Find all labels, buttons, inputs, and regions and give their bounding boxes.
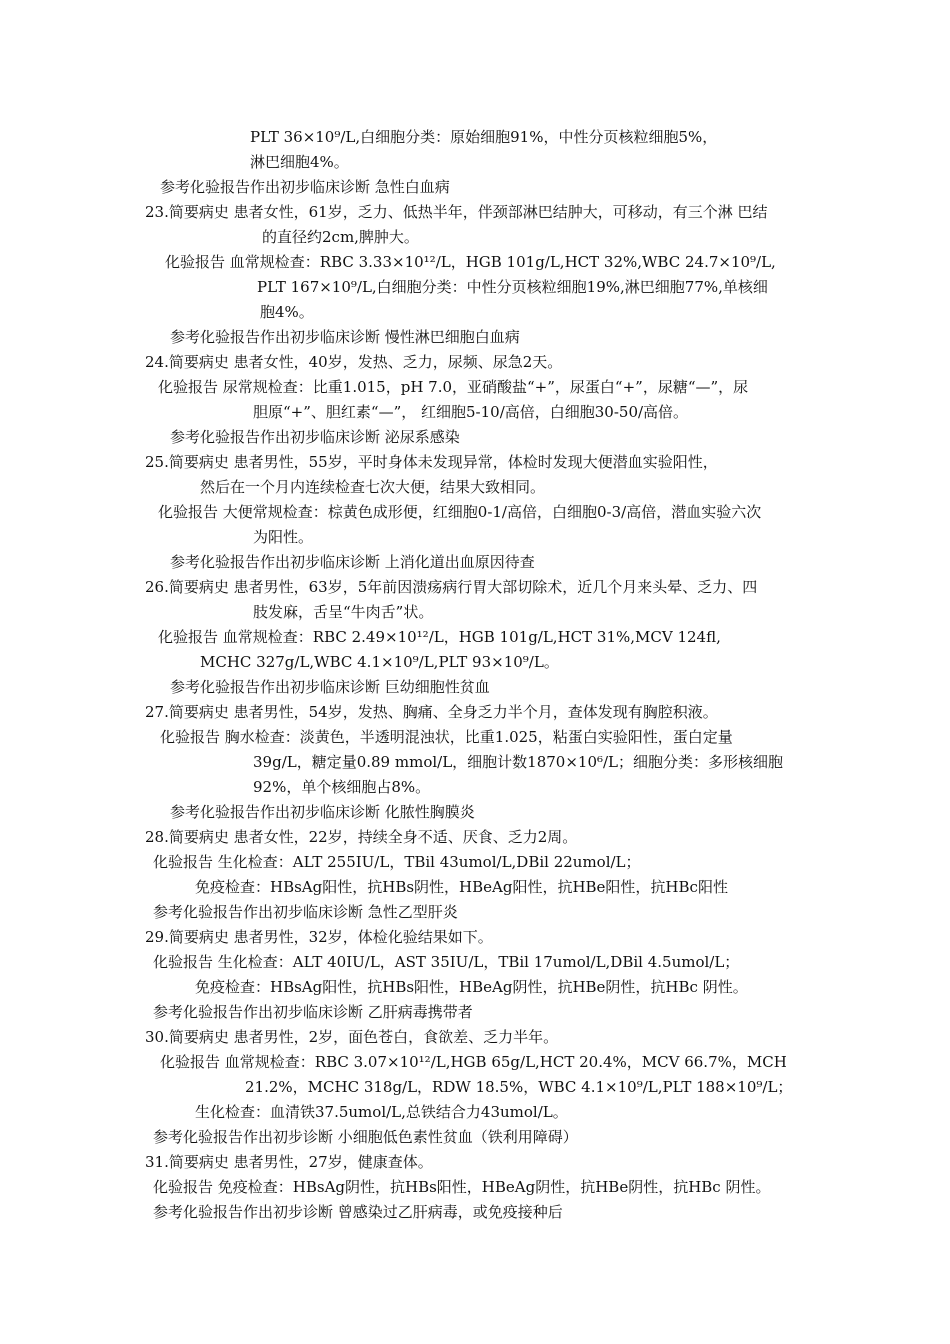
text-line: 参考化验报告作出初步临床诊断 乙肝病毒携带者 (153, 1003, 473, 1021)
text-line: 参考化验报告作出初步临床诊断 化脓性胸膜炎 (170, 803, 475, 821)
text-line: 化验报告 胸水检查：淡黄色，半透明混浊状，比重1.025，粘蛋白实验阳性，蛋白定量 (160, 728, 733, 746)
text-line: 生化检查：血清铁37.5umol/L,总铁结合力43umol/L。 (195, 1103, 568, 1121)
text-line: 24.简要病史 患者女性，40岁，发热、乏力，尿频、尿急2天。 (145, 353, 563, 371)
text-line: 26.简要病史 患者男性，63岁，5年前因溃疡病行胃大部切除术，近几个月来头晕、乏力、四 (145, 578, 758, 596)
text-line: 化验报告 免疫检查：HBsAg阴性，抗HBs阳性，HBeAg阴性，抗HBe阴性，抗HBc 阴性。 (153, 1178, 771, 1196)
text-line: 免疫检查：HBsAg阳性，抗HBs阴性，HBeAg阳性，抗HBe阳性，抗HBc阳性 (195, 878, 728, 896)
text-line: 化验报告 大便常规检查：棕黄色成形便，红细胞0-1/高倍，白细胞0-3/高倍，潜血实验六次 (158, 503, 762, 521)
text-line: 参考化验报告作出初步临床诊断 泌尿系感染 (170, 428, 460, 446)
text-line: 39g/L，糖定量0.89 mmol/L，细胞计数1870×10⁶/L；细胞分类：多形核细胞 (253, 753, 784, 771)
text-line: 淋巴细胞4%。 (250, 153, 349, 171)
text-line: 胞4%。 (260, 303, 314, 321)
text-line: 免疫检查：HBsAg阳性，抗HBs阳性，HBeAg阴性，抗HBe阴性，抗HBc 阴性。 (195, 978, 748, 996)
text-line: 29.简要病史 患者男性，32岁，体检化验结果如下。 (145, 928, 493, 946)
text-line: 化验报告 血常规检查：RBC 2.49×10¹²/L，HGB 101g/L,HCT 31%,MCV 124fl, (158, 628, 721, 646)
text-line: PLT 36×10⁹/L,白细胞分类：原始细胞91%，中性分页核粒细胞5%， (250, 128, 718, 146)
text-line: 参考化验报告作出初步临床诊断 上消化道出血原因待查 (170, 553, 535, 571)
text-line: PLT 167×10⁹/L,白细胞分类：中性分页核粒细胞19%,淋巴细胞77%,单核细 (257, 278, 768, 296)
text-line: 参考化验报告作出初步临床诊断 急性乙型肝炎 (153, 903, 458, 921)
text-line: 化验报告 血常规检查：RBC 3.33×10¹²/L，HGB 101g/L,HCT 32%,WBC 24.7×10⁹/L, (165, 253, 776, 271)
text-line: 25.简要病史 患者男性，55岁，平时身体未发现异常，体检时发现大便潜血实验阳性， (145, 453, 718, 471)
text-line: 参考化验报告作出初步临床诊断 巨幼细胞性贫血 (170, 678, 490, 696)
text-line: 30.简要病史 患者男性，2岁，面色苍白，食欲差、乏力半年。 (145, 1028, 559, 1046)
text-line: 化验报告 生化检查：ALT 255IU/L，TBil 43umol/L,DBil 22umol/L； (153, 853, 641, 871)
text-line: 的直径约2cm,脾肿大。 (262, 228, 419, 246)
text-line: 肢发麻，舌呈“牛肉舌”状。 (253, 603, 434, 621)
text-line: 然后在一个月内连续检查七次大便，结果大致相同。 (200, 478, 546, 496)
text-line: 28.简要病史 患者女性，22岁，持续全身不适、厌食、乏力2周。 (145, 828, 578, 846)
text-line: 参考化验报告作出初步诊断 小细胞低色素性贫血（铁利用障碍） (153, 1128, 578, 1146)
text-line: 参考化验报告作出初步临床诊断 急性白血病 (160, 178, 450, 196)
text-line: 21.2%，MCHC 318g/L，RDW 18.5%，WBC 4.1×10⁹/L,PLT 188×10⁹/L； (245, 1078, 793, 1096)
text-line: 参考化验报告作出初步临床诊断 慢性淋巴细胞白血病 (170, 328, 520, 346)
text-line: 胆原“+”、胆红素“—”， 红细胞5-10/高倍，白细胞30-50/高倍。 (253, 403, 689, 421)
text-line: 为阳性。 (253, 528, 314, 546)
text-line: 化验报告 血常规检查：RBC 3.07×10¹²/L,HGB 65g/L,HCT 20.4%，MCV 66.7%，MCH (160, 1053, 787, 1071)
text-line: 化验报告 生化检查：ALT 40IU/L，AST 35IU/L，TBil 17umol/L,DBil 4.5umol/L； (153, 953, 740, 971)
text-line: 化验报告 尿常规检查：比重1.015，pH 7.0，亚硝酸盐“+”，尿蛋白“+”，尿糖“—”，尿 (158, 378, 749, 396)
text-line: MCHC 327g/L,WBC 4.1×10⁹/L,PLT 93×10⁹/L。 (200, 653, 559, 671)
text-line: 23.简要病史 患者女性，61岁，乏力、低热半年，伴颈部淋巴结肿大，可移动，有三个淋 巴结 (145, 203, 768, 221)
text-line: 参考化验报告作出初步诊断 曾感染过乙肝病毒，或免疫接种后 (153, 1203, 563, 1221)
text-line: 92%，单个核细胞占8%。 (253, 778, 431, 796)
text-line: 31.简要病史 患者男性，27岁，健康查体。 (145, 1153, 433, 1171)
text-line: 27.简要病史 患者男性，54岁，发热、胸痛、全身乏力半个月，查体发现有胸腔积液。 (145, 703, 718, 721)
